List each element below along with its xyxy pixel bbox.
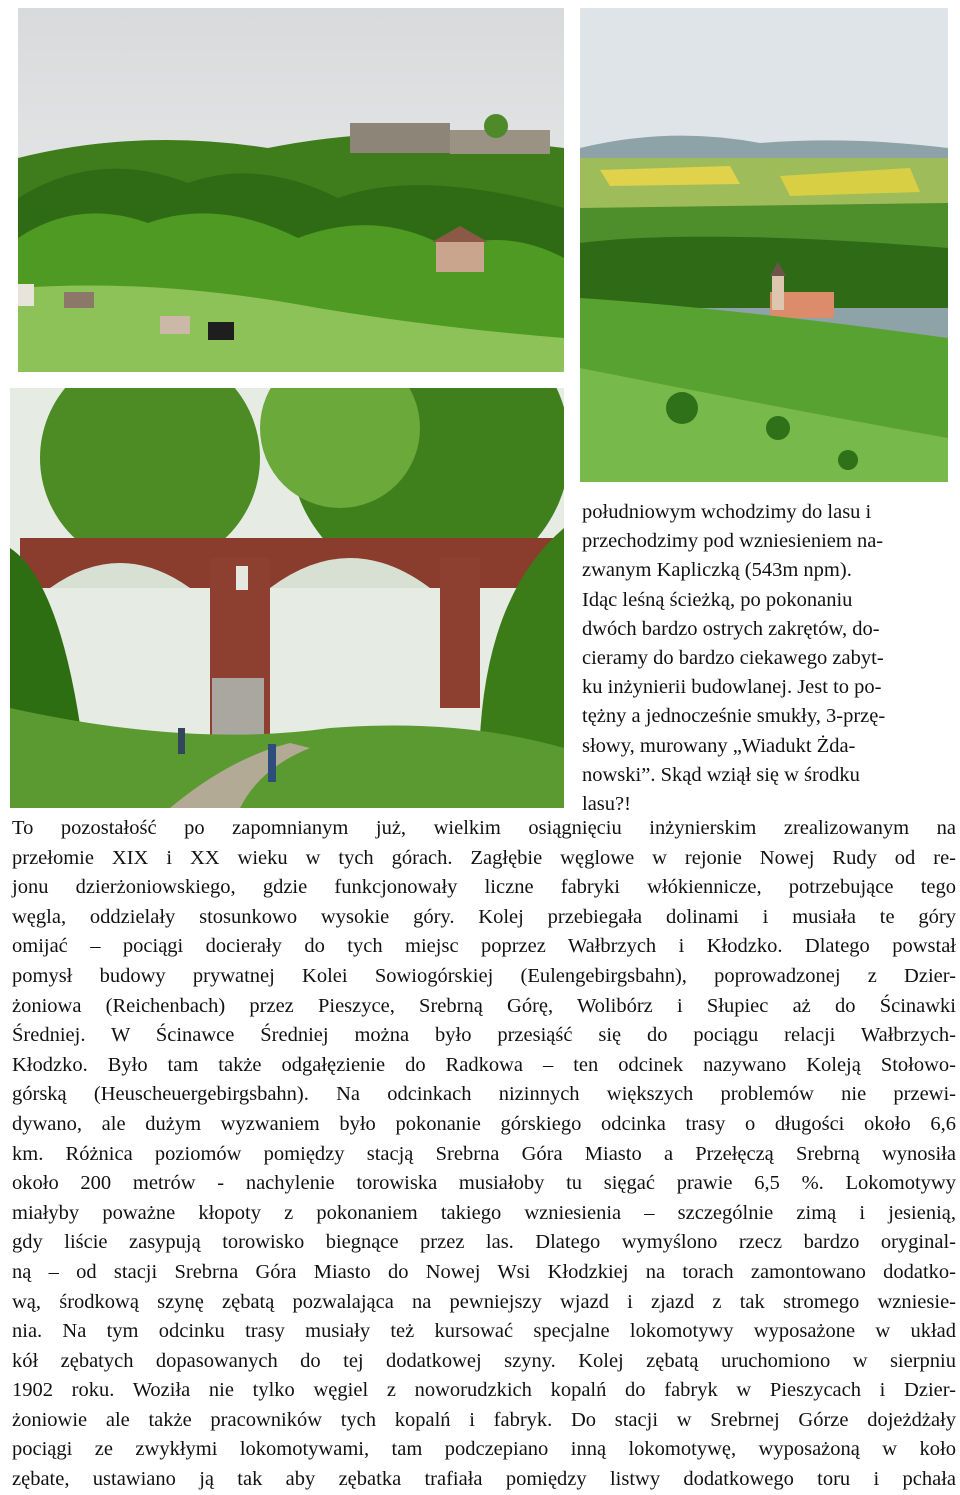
text-line: południowym wchodzimy do lasu i: [582, 501, 872, 523]
text-line: lasu?!: [582, 793, 631, 816]
text-line: górską (Heuscheuergebirgsbahn). Na odcinkach nizinnych większych problemów nie przewi-: [12, 1083, 956, 1106]
text-line: cieramy do bardzo ciekawego zabyt-: [582, 647, 884, 670]
text-line: jonu dzierżoniowskiego, gdzie funkcjonowały liczne fabryki włókiennicze, potrzebujące tego: [12, 876, 956, 899]
intro-paragraph: [582, 498, 954, 819]
text-line: tężny a jednocześnie smukły, 3-przę-: [582, 705, 886, 728]
valley-church-illustration: [580, 8, 948, 482]
text-line: nia. Na tym odcinku trasy musiały też kursować specjalne lokomotywy wyposażone w układ: [12, 1320, 956, 1343]
fortress-hill-illustration: [18, 8, 564, 372]
text-line: ną – od stacji Srebrna Góra Miasto do Nowej Wsi Kłodzkiej na torach zamontowano dodatko-: [12, 1260, 956, 1283]
text-line: omijać – pociągi docierały do tych miejsc poprzez Wałbrzych i Kłodzko. Dlatego powstał: [12, 935, 956, 958]
text-line: Średniej. W Ścinawce Średniej można było przesiąść się do pociągu relacji Wałbrzych-: [12, 1024, 956, 1047]
viaduct-forest-photo: [10, 388, 564, 808]
text-line: wą, środkową szynę zębatą pozwalająca na pewniejszy wjazd i zjazd z tak stromego wzniesie-: [12, 1290, 956, 1313]
text-line: km. Różnica poziomów pomiędzy stacją Srebrna Góra Miasto a Przełęczą Srebrną wynosiła: [12, 1142, 956, 1165]
text-line: To pozostałość po zapomnianym już, wielkim osiągnięciu inżynierskim zrealizowanym na: [12, 817, 956, 839]
text-line: zębate, ustawiano ją tak aby zębatka trafiała pomiędzy listwy dodatkowego toru i pchała: [12, 1468, 956, 1491]
text-line: zwanym Kapliczką (543m npm).: [582, 559, 852, 582]
viaduct-forest-illustration: [10, 388, 564, 808]
text-line: słowy, murowany „Wiadukt Żda-: [582, 734, 856, 757]
text-line: przełomie XIX i XX wieku w tych górach. Zagłębie węglowe w rejonie Nowej Rudy od re-: [12, 846, 956, 869]
text-line: przechodzimy pod wzniesieniem na-: [582, 530, 884, 553]
text-line: miałyby poważne kłopoty z pokonaniem takiego wzniesienia – szczególnie zimą i jesienią,: [12, 1201, 956, 1224]
text-line: Kłodzko. Było tam także odgałęzienie do Radkowa – ten odcinek nazywano Koleją Stołowo-: [12, 1053, 956, 1076]
text-line: dywano, ale dużym wyzwaniem było pokonanie górskiego odcinka trasy o długości około 6,6: [12, 1112, 956, 1135]
text-line: gdy liście zasypują torowisko biegnące przez las. Dlatego wymyślono rzecz bardzo oryginal-: [12, 1231, 956, 1254]
text-line: węgla, oddzielały stosunkowo wysokie góry. Kolej przebiegała dolinami i musiała te góry: [12, 905, 956, 928]
text-line: ku inżynierii budowlanej. Jest to po-: [582, 676, 882, 699]
valley-church-photo: [580, 8, 948, 482]
history-paragraph: [12, 814, 956, 1495]
text-line: nowski”. Skąd wziął się w środku: [582, 763, 860, 786]
text-line: Idąc leśną ścieżką, po pokonaniu: [582, 588, 853, 611]
text-line: żoniowie ale także pracowników tych kopalń i fabryk. Do stacji w Srebrnej Górze dojeżdżały: [12, 1408, 956, 1431]
text-line: żoniowa (Reichenbach) przez Pieszyce, Srebrną Górę, Wolibórz i Słupiec aż do Ścinawki: [12, 994, 956, 1017]
text-line: 1902 roku. Woziła nie tylko węgiel z noworudzkich kopalń do fabryk w Pieszycach i Dzier-: [12, 1379, 956, 1402]
text-line: pomysł budowy prywatnej Kolei Sowiogórskiej (Eulengebirgsbahn), poprowadzonej z Dzier-: [12, 964, 956, 987]
fortress-hill-photo: [18, 8, 564, 372]
text-line: dwóch bardzo ostrych zakrętów, do-: [582, 617, 880, 640]
text-line: kół zębatych dopasowanych do tej dodatkowej szyny. Kolej zębatą uruchomiono w sierpniu: [12, 1349, 956, 1372]
text-line: pociągi ze zwykłymi lokomotywami, tam podczepiano inną lokomotywę, wyposażoną w koło: [12, 1438, 956, 1461]
text-line: około 200 metrów - nachylenie torowiska musiałoby tu sięgać prawie 6,5 %. Lokomotywy: [12, 1172, 956, 1195]
